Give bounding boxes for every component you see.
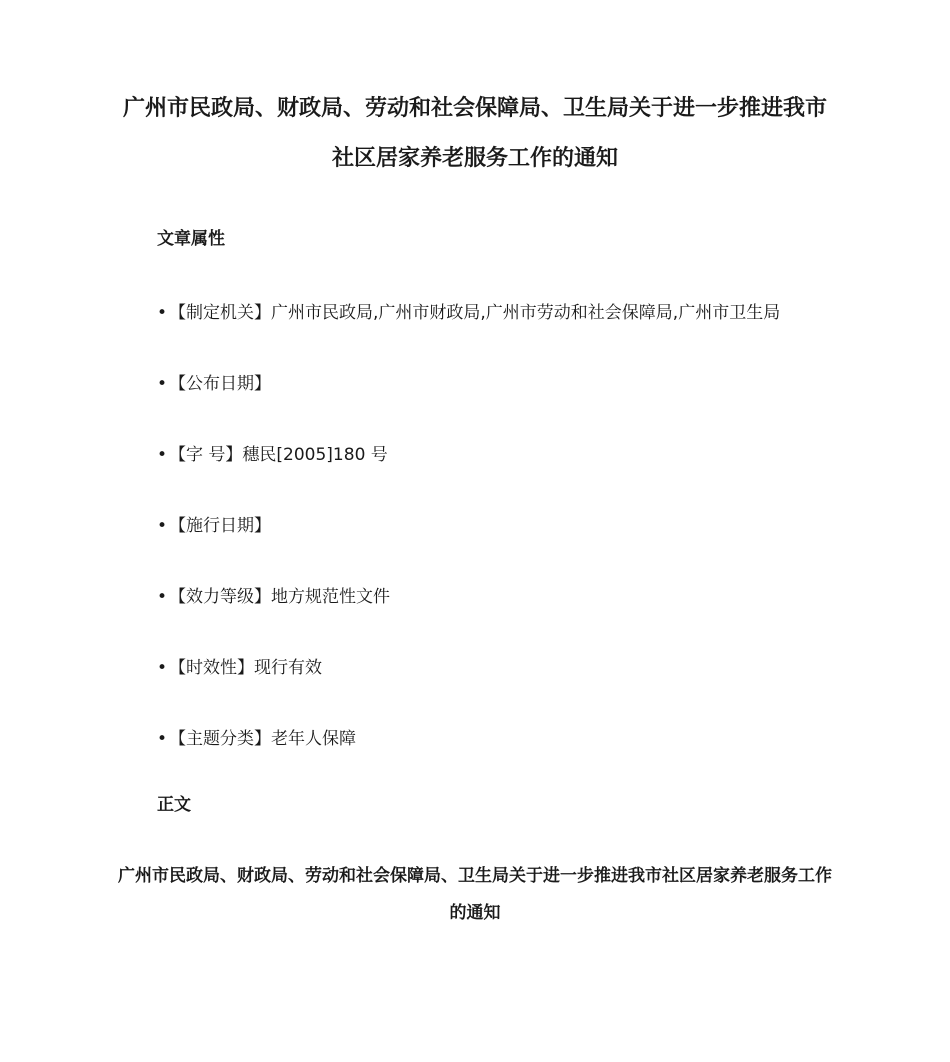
attribute-label: 【字 号】 bbox=[169, 445, 243, 465]
bullet-icon: • bbox=[157, 445, 168, 465]
attribute-validity bbox=[157, 655, 837, 726]
attribute-label: 【效力等级】 bbox=[169, 587, 271, 607]
bullet-icon: • bbox=[157, 303, 168, 323]
attribute-label: 【制定机关】 bbox=[169, 303, 271, 323]
attribute-label: 【施行日期】 bbox=[169, 516, 271, 536]
attribute-legal-level bbox=[157, 584, 837, 655]
bullet-icon: • bbox=[157, 587, 168, 607]
bullet-icon: • bbox=[157, 729, 168, 749]
body-title: 广州市民政局、财政局、劳动和社会保障局、卫生局关于进一步推进我市社区居家养老服务工作的通知 bbox=[118, 866, 832, 923]
attribute-topic-category bbox=[157, 726, 837, 797]
attribute-label: 【主题分类】 bbox=[169, 729, 271, 749]
document-title: 广州市民政局、财政局、劳动和社会保障局、卫生局关于进一步推进我市社区居家养老服务工作的通知 bbox=[122, 96, 827, 171]
attributes-list bbox=[157, 300, 837, 797]
attribute-value: 地方规范性文件 bbox=[271, 587, 390, 607]
attribute-label: 【公布日期】 bbox=[169, 374, 271, 394]
attribute-value: 广州市民政局,广州市财政局,广州市劳动和社会保障局,广州市卫生局 bbox=[271, 303, 781, 323]
attributes-heading: 文章属性 bbox=[157, 229, 225, 249]
bullet-icon: • bbox=[157, 516, 168, 536]
body-heading: 正文 bbox=[157, 795, 191, 815]
attribute-effective-date bbox=[157, 513, 837, 584]
attribute-issuing-authority bbox=[157, 300, 837, 371]
attribute-label: 【时效性】 bbox=[169, 658, 254, 678]
attribute-value: 现行有效 bbox=[254, 658, 322, 678]
attribute-document-number bbox=[157, 442, 837, 513]
attribute-publish-date bbox=[157, 371, 837, 442]
attribute-value: 穗民[2005]180 号 bbox=[242, 445, 388, 465]
bullet-icon: • bbox=[157, 658, 168, 678]
attribute-value: 老年人保障 bbox=[271, 729, 356, 749]
bullet-icon: • bbox=[157, 374, 168, 394]
